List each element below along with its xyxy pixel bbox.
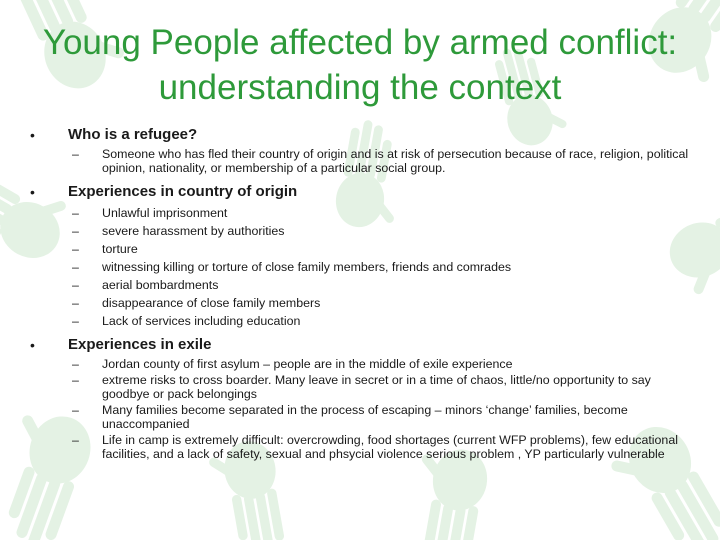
- sub-list: [68, 147, 690, 175]
- dash-marker: –: [72, 278, 79, 292]
- section-heading: Experiences in country of origin: [68, 183, 298, 200]
- dash-marker: –: [72, 296, 79, 310]
- slide-content: [30, 124, 690, 463]
- list-item-text: Lack of services including education: [102, 314, 301, 328]
- dash-marker: –: [72, 242, 79, 256]
- section-exile: [30, 334, 690, 461]
- section-heading: Experiences in exile: [68, 336, 212, 353]
- list-item: [68, 373, 690, 401]
- dash-marker: –: [72, 357, 79, 371]
- list-item: [68, 240, 690, 258]
- list-item-text: Unlawful imprisonment: [102, 206, 228, 220]
- list-item-text: aerial bombardments: [102, 278, 219, 292]
- list-item: [68, 403, 690, 431]
- sub-list: [68, 357, 690, 461]
- bullet-marker: •: [30, 184, 35, 200]
- list-item-text: severe harassment by authorities: [102, 224, 285, 238]
- dash-marker: –: [72, 147, 79, 161]
- list-item-text: Someone who has fled their country of origin and is at risk of persecution because of race, religion, political opinion, nationality, or membership of a particular social group.: [102, 147, 689, 175]
- list-item-text: Many families become separated in the process of escaping – minors ‘change’ families, become unaccompanied: [102, 403, 628, 431]
- list-item-text: disappearance of close family members: [102, 296, 321, 310]
- bullet-marker: •: [30, 337, 35, 353]
- section-country-of-origin: [30, 181, 690, 330]
- dash-marker: –: [72, 373, 79, 387]
- dash-marker: –: [72, 433, 79, 447]
- list-item: [68, 147, 690, 175]
- list-item: [68, 312, 690, 330]
- list-item-text: witnessing killing or torture of close family members, friends and comrades: [102, 260, 512, 274]
- dash-marker: –: [72, 260, 79, 274]
- list-item: [68, 433, 690, 461]
- dash-marker: –: [72, 314, 79, 328]
- list-item-text: Jordan county of first asylum – people are in the middle of exile experience: [102, 357, 513, 371]
- section-heading: Who is a refugee?: [68, 126, 198, 143]
- list-item: [68, 276, 690, 294]
- list-item: [68, 258, 690, 276]
- list-item: [68, 222, 690, 240]
- list-item: [68, 294, 690, 312]
- list-item: [68, 204, 690, 222]
- section-refugee-definition: [30, 124, 690, 175]
- list-item-text: torture: [102, 242, 138, 256]
- dash-marker: –: [72, 206, 79, 220]
- list-item-text: extreme risks to cross boarder. Many leave in secret or in a time of chaos, little/no opportunity to say goodbye or pack belongings: [102, 373, 651, 401]
- bullet-marker: •: [30, 127, 35, 143]
- slide-title: Young People affected by armed conflict: understanding the context: [42, 23, 678, 107]
- dash-marker: –: [72, 224, 79, 238]
- dash-marker: –: [72, 403, 79, 417]
- list-item-text: Life in camp is extremely difficult: overcrowding, food shortages (current WFP problems), few educational facilities, and a lack of safety, sexual and phsycial violence serious problem , YP particularly vulnerable: [102, 433, 678, 461]
- list-item: [68, 357, 690, 371]
- sub-list: [68, 204, 690, 330]
